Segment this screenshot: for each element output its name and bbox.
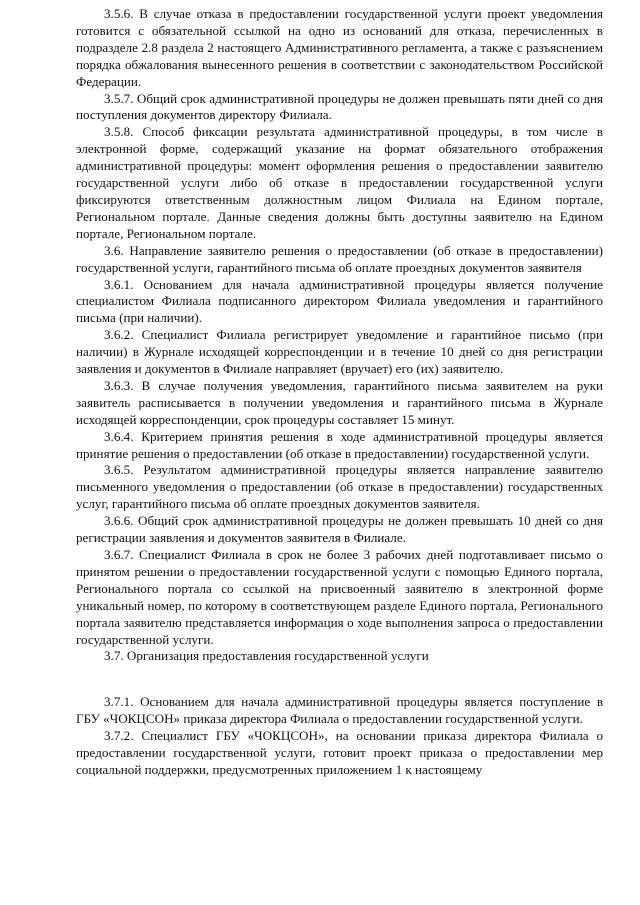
document-page [76, 6, 603, 779]
paragraph-3-5-8: 3.5.8. Способ фиксации результата административной процедуры, в том числе в электронной форме, содержащий указание на формат обязательного отображения административной процедуры: момент оформления решения о предоставлении заявителю государственной услуги либо об отказе в предоставлении государственной услуги фиксируются ответственным должностным лицом Филиала на Едином портале, Региональном портале. Данные сведения должны быть доступны заявителю на Едином портале, Региональном портале. [76, 124, 603, 241]
paragraph-3-6-3: 3.6.3. В случае получения уведомления, гарантийного письма заявителем на руки заявитель расписывается в получении уведомления и гарантийного письма в Журнале исходящей корреспонденции, срок процедуры составляет 15 минут. [76, 377, 603, 427]
paragraph-3-6-1: 3.6.1. Основанием для начала административной процедуры является получение специалистом Филиала подписанного директором Филиала уведомления и гарантийного письма (при наличии). [76, 276, 603, 326]
paragraph-3-6-2: 3.6.2. Специалист Филиала регистрирует уведомление и гарантийное письмо (при наличии) в Журнале исходящей корреспонденции и в течение 10 дней со дня регистрации заявления и документов в Филиале направляет (вручает) его (их) заявителю. [76, 327, 603, 377]
section-heading-3-6: 3.6. Направление заявителю решения о предоставлении (об отказе в предоставлении) государственной услуги, гарантийного письма об оплате проездных документов заявителя [76, 242, 603, 275]
paragraph-3-6-7: 3.6.7. Специалист Филиала в срок не более 3 рабочих дней подготавливает письмо о принятом решении о предоставлении государственной услуги с помощью Единого портала, Регионального портала со ссылкой на присвоенный заявителю в электронной форме уникальный номер, по которому в соответствующем разделе Единого портала, Регионального портала заявителю представляется информация о ходе выполнения запроса о предоставлении государственной услуги. [76, 547, 603, 647]
paragraph-3-5-6: 3.5.6. В случае отказа в предоставлении государственной услуги проект уведомления готовится с обязательной ссылкой на одно из оснований для отказа, перечисленных в подразделе 2.8 раздела 2 настоящего Административного регламента, а также с разъяснением порядка обжалования вынесенного решения в соответствии с законодательством Российской Федерации. [76, 6, 603, 89]
paragraph-3-6-5: 3.6.5. Результатом административной процедуры является направление заявителю письменного уведомления о предоставлении (об отказе в предоставлении) государственных услуг, гарантийного письма об оплате проездных документов заявителя. [76, 462, 603, 512]
section-spacer [76, 665, 603, 694]
paragraph-3-6-6: 3.6.6. Общий срок административной процедуры не должен превышать 10 дней со дня регистрации заявления и документов заявителя в Филиале. [76, 513, 603, 546]
section-heading-3-7: 3.7. Организация предоставления государственной услуги [104, 648, 429, 664]
paragraph-3-7-2: 3.7.2. Специалист ГБУ «ЧОКЦСОН», на основании приказа директора Филиала о предоставлении государственной услуги, готовит проект приказа о предоставлении мер социальной поддержки, предусмотренных приложением 1 к настоящему [76, 728, 603, 777]
paragraph-3-6-4: 3.6.4. Критерием принятия решения в ходе административной процедуры является принятие решения о предоставлении (об отказе в предоставлении) государственной услуги. [76, 428, 603, 461]
paragraph-3-5-7: 3.5.7. Общий срок административной процедуры не должен превышать пяти дней со дня поступления документов директору Филиала. [76, 90, 603, 123]
paragraph-3-7-1: 3.7.1. Основанием для начала административной процедуры является поступление в ГБУ «ЧОКЦСОН» приказа директора Филиала о предоставлении государственной услуги. [76, 694, 603, 727]
